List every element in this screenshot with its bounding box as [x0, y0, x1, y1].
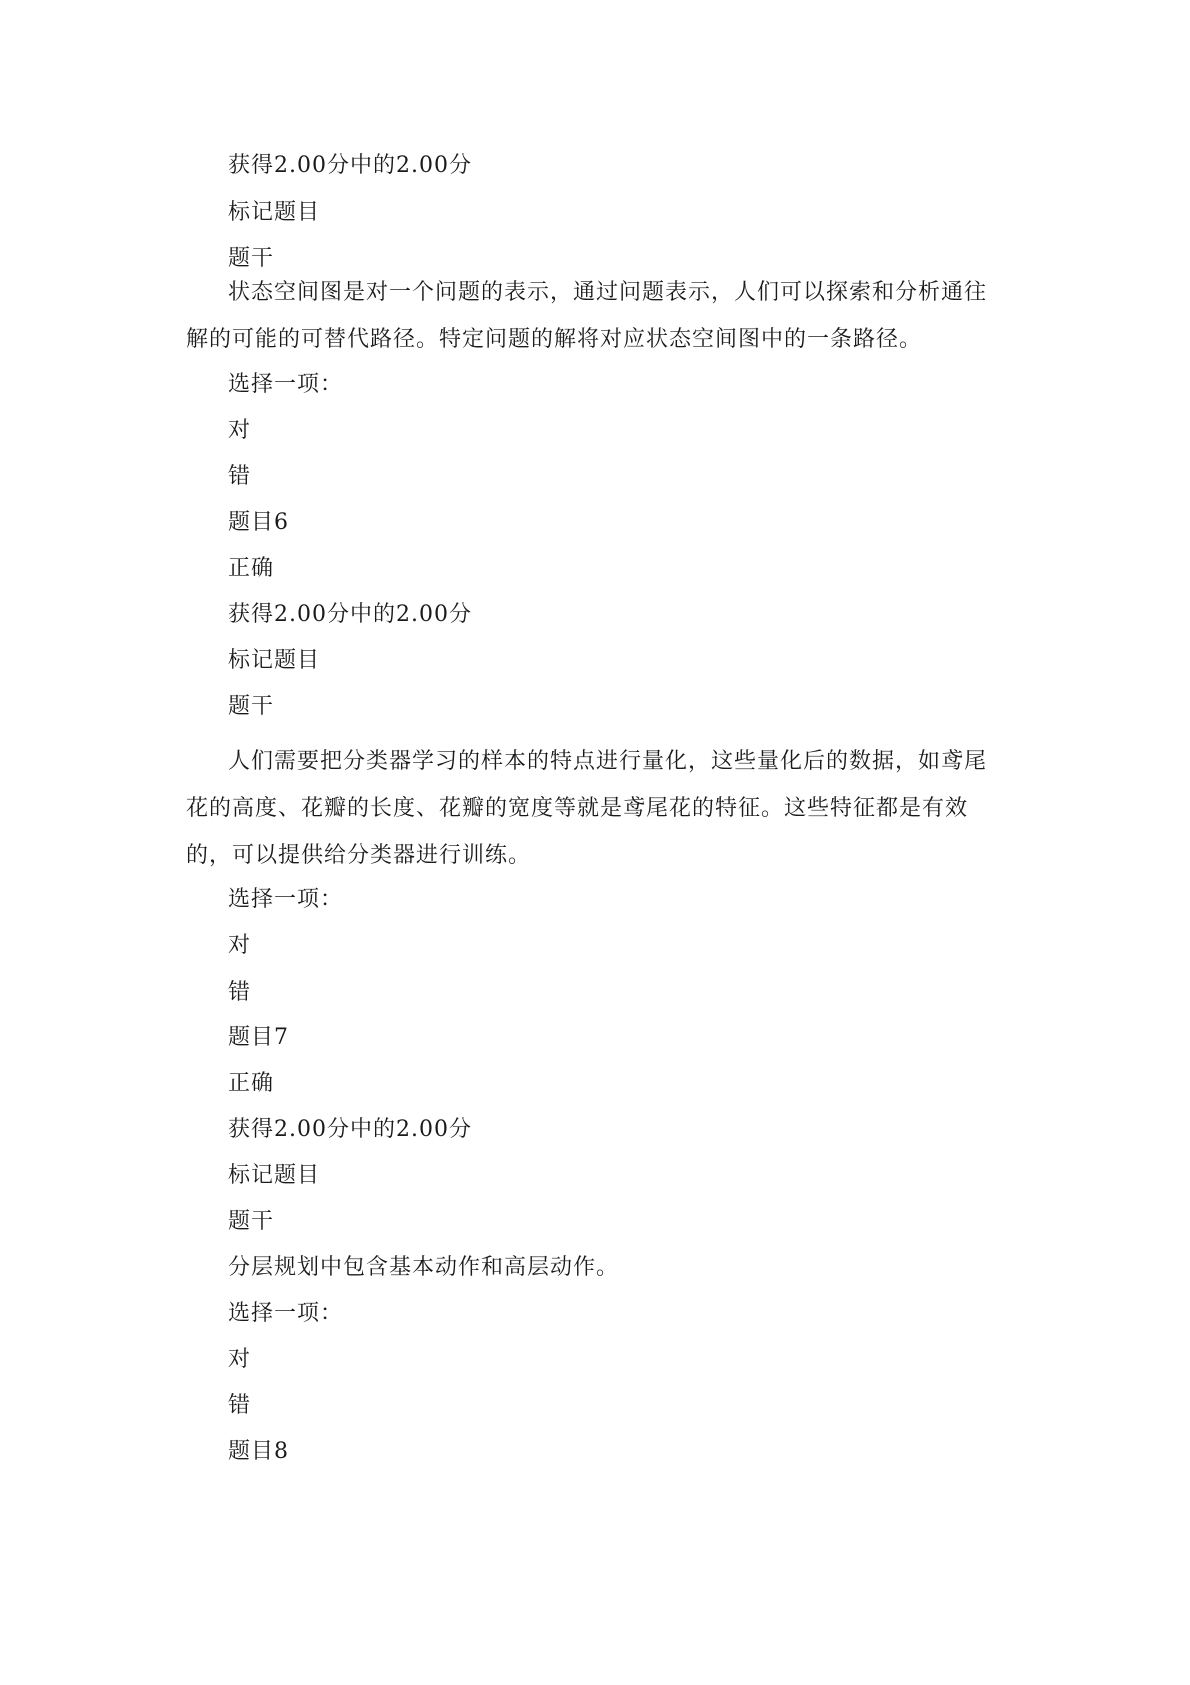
q6-status: 正确: [228, 556, 275, 581]
q6-option-false[interactable]: 错: [228, 980, 252, 1005]
q5-option-true[interactable]: 对: [228, 418, 252, 443]
q6-score: 获得2.00分中的2.00分: [228, 602, 472, 627]
q7-option-false[interactable]: 错: [228, 1393, 252, 1418]
q7-prompt: 选择一项：: [228, 1301, 344, 1326]
q5-flag-question[interactable]: 标记题目: [228, 200, 321, 225]
q7-option-true[interactable]: 对: [228, 1347, 252, 1372]
q5-prompt: 选择一项：: [228, 372, 344, 397]
q7-stem-text: 分层规划中包含基本动作和高层动作。: [228, 1255, 620, 1280]
q6-stem-label: 题干: [228, 694, 275, 719]
q8-title: 题目8: [228, 1439, 289, 1464]
q7-score: 获得2.00分中的2.00分: [228, 1117, 472, 1142]
q7-flag-question[interactable]: 标记题目: [228, 1163, 321, 1188]
q5-stem-text: 状态空间图是对一个问题的表示，通过问题表示，人们可以探索和分析通往解的可能的可替代路径。特定问题的解将对应状态空间图中的一条路径。: [186, 280, 988, 352]
q6-option-true[interactable]: 对: [228, 933, 252, 958]
q6-flag-question[interactable]: 标记题目: [228, 648, 321, 673]
q6-stem-text: 人们需要把分类器学习的样本的特点进行量化，这些量化后的数据，如鸢尾花的高度、花瓣的长度、花瓣的宽度等就是鸢尾花的特征。这些特征都是有效的，可以提供给分类器进行训练。: [186, 749, 988, 868]
q7-stem-label: 题干: [228, 1209, 275, 1234]
q6-prompt: 选择一项：: [228, 887, 344, 912]
q7-status: 正确: [228, 1071, 275, 1096]
q7-title: 题目7: [228, 1025, 289, 1050]
q5-option-false[interactable]: 错: [228, 464, 252, 489]
q5-score: 获得2.00分中的2.00分: [228, 153, 472, 178]
q6-title: 题目6: [228, 510, 289, 535]
q5-stem-label: 题干: [228, 246, 275, 271]
